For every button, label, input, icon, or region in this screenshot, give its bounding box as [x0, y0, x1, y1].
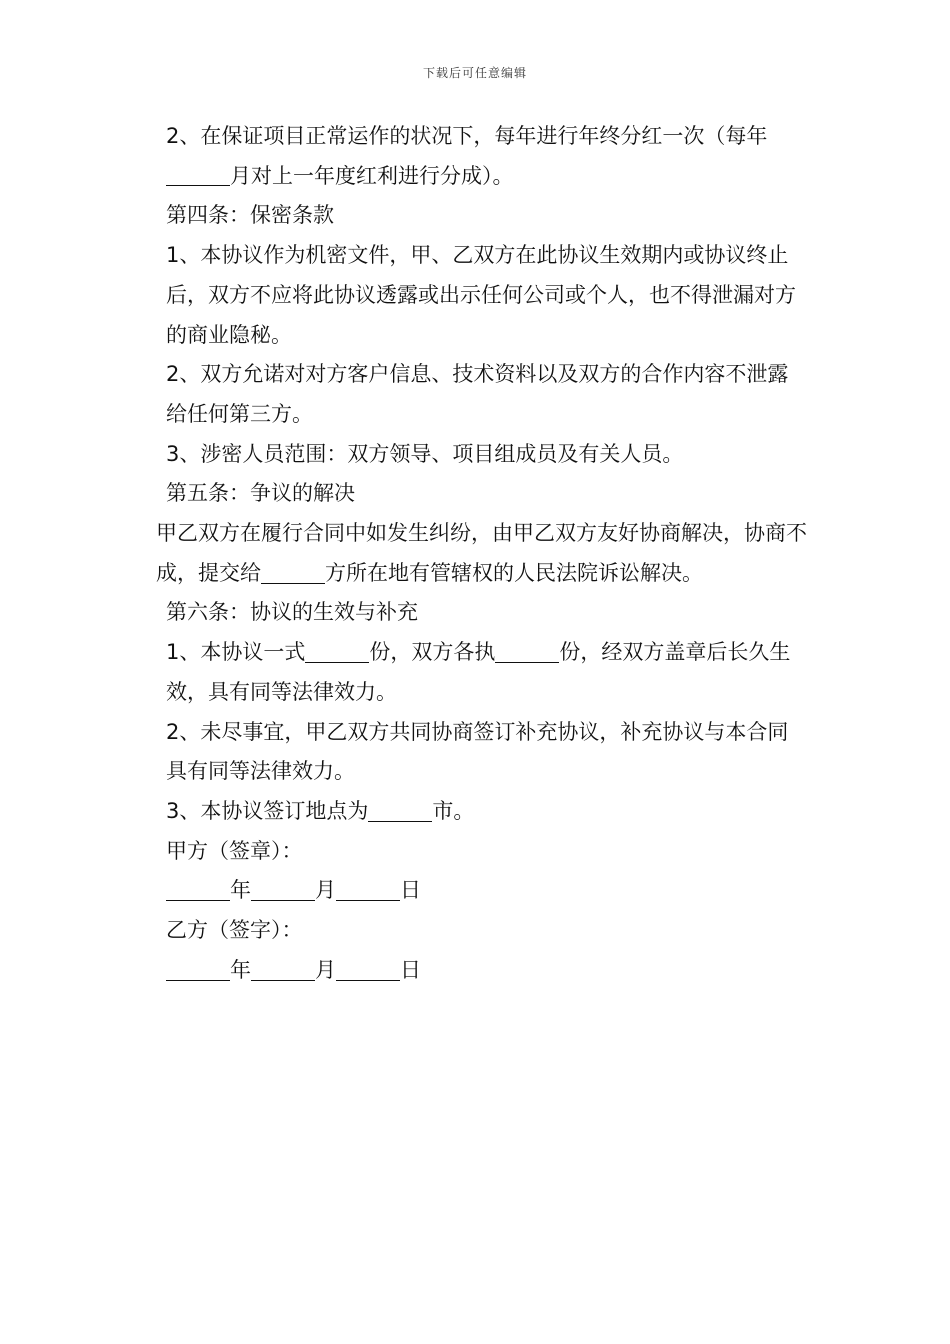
date-year-label: 年 — [230, 878, 251, 903]
blank-line — [495, 640, 559, 663]
date-year-label: 年 — [230, 957, 251, 982]
paragraph-text: 2、在保证项目正常运作的状况下，每年进行年终分红一次（每年 — [166, 124, 768, 148]
party-b-signature-label: 乙方（签字）： — [166, 918, 303, 943]
paragraph-effect-3 — [146, 792, 808, 832]
blank-line — [336, 957, 400, 980]
date-month-label: 月 — [315, 957, 336, 982]
paragraph-confidential-1: 1、本协议作为机密文件，甲、乙双方在此协议生效期内或协议终止后，双方不应将此协议透露或出示任何公司或个人，也不得泄漏对方的商业隐秘。 — [166, 243, 796, 347]
document-body — [146, 117, 808, 990]
date-day-label: 日 — [400, 878, 421, 903]
date-month-label: 月 — [315, 878, 336, 903]
paragraph-effect-2: 2、未尽事宜，甲乙双方共同协商签订补充协议，补充协议与本合同具有同等法律效力。 — [166, 719, 789, 784]
paragraph-confidential-3: 3、涉密人员范围：双方领导、项目组成员及有关人员。 — [166, 441, 684, 466]
paragraph-confidential-2: 2、双方允诺对对方客户信息、技术资料以及双方的合作内容不泄露给任何第三方。 — [166, 362, 789, 426]
paragraph-text: 3、本协议签订地点为 — [166, 798, 369, 823]
paragraph-text: 月对上一年度红利进行分成）。 — [230, 163, 514, 188]
blank-line — [261, 560, 325, 583]
paragraph-text: 甲乙双方在履行合同中如发生纠纷，由甲乙双方友好协商解决，协商不成，提交给 — [156, 521, 807, 585]
paragraph-text: 方所在地有管辖权的人民法院诉讼解决。 — [325, 560, 703, 585]
paragraph-text: 1、本协议一式 — [166, 640, 306, 665]
paragraph-text: 份，双方各执 — [369, 640, 496, 665]
paragraph-dividend — [146, 117, 808, 196]
article-heading: 第六条：协议的生效与补充 — [166, 600, 418, 625]
paragraph-text: 市。 — [432, 798, 475, 823]
blank-line — [368, 799, 432, 822]
blank-line — [251, 957, 315, 980]
blank-line — [166, 957, 230, 980]
paragraph-dispute — [146, 514, 808, 593]
article-heading: 第四条：保密条款 — [166, 203, 334, 228]
article-heading: 第五条：争议的解决 — [166, 481, 355, 506]
blank-line — [336, 878, 400, 901]
date-day-label: 日 — [400, 957, 421, 982]
blank-line — [166, 163, 230, 186]
paragraph-effect-1 — [146, 633, 808, 712]
party-a-date-line — [146, 871, 808, 911]
blank-line — [305, 640, 369, 663]
paragraph-text: 份，经双方盖章后长久生效，具有同等法律效力。 — [166, 640, 791, 704]
blank-line — [251, 878, 315, 901]
party-b-date-line — [146, 951, 808, 991]
blank-line — [166, 878, 230, 901]
header-note: 下载后可任意编辑 — [422, 66, 527, 80]
party-a-signature-label: 甲方（签章）： — [166, 838, 303, 863]
